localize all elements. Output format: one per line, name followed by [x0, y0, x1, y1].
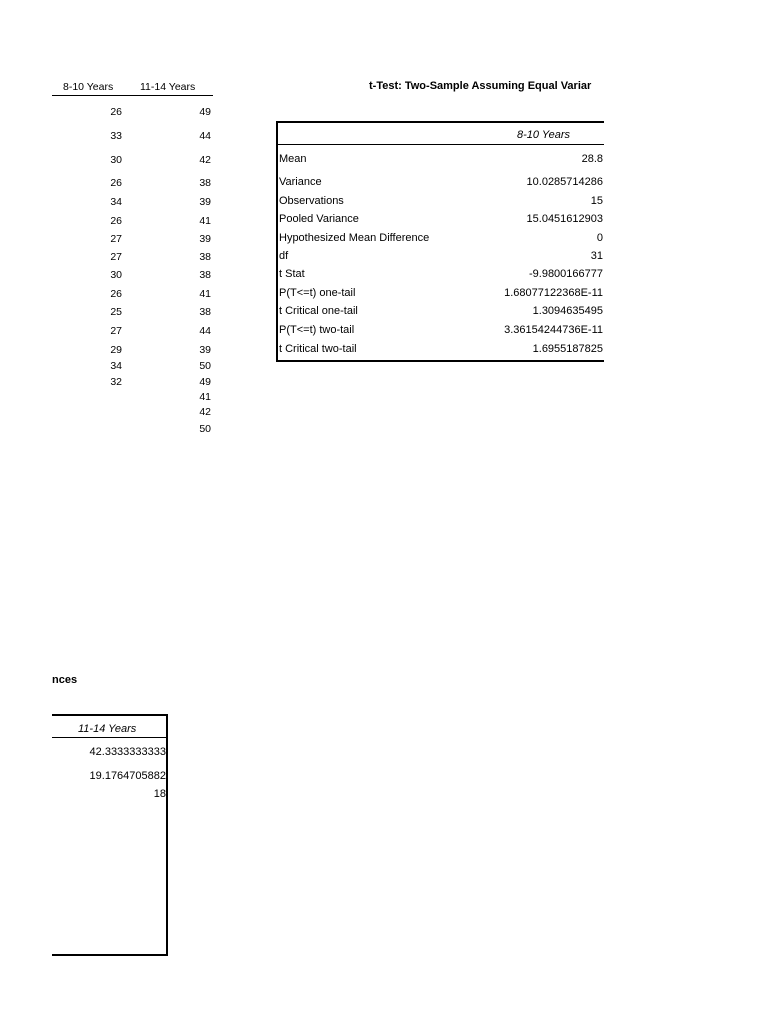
data-cell-8-10-years: 27 — [110, 251, 122, 263]
results-row-label: Observations — [279, 195, 344, 207]
results-row-value: 1.3094635495 — [532, 305, 603, 317]
results-row-label: t Critical one-tail — [279, 305, 358, 317]
left-edge-mask — [0, 660, 52, 970]
data-cell-11-14-years: 44 — [199, 130, 211, 142]
column-header-11-14-years: 11-14 Years — [140, 81, 196, 93]
data-cell-8-10-years: 26 — [110, 177, 122, 189]
data-cell-8-10-years: 26 — [110, 106, 122, 118]
lower-value-variance: 19.1764705882 — [89, 770, 166, 782]
data-cell-8-10-years: 29 — [110, 344, 122, 356]
data-cell-11-14-years: 50 — [199, 423, 211, 435]
data-cell-11-14-years: 42 — [199, 406, 211, 418]
data-cell-8-10-years: 34 — [110, 360, 122, 372]
data-cell-11-14-years: 49 — [199, 106, 211, 118]
results-row-label: P(T<=t) two-tail — [279, 324, 355, 336]
data-cell-11-14-years: 38 — [199, 269, 211, 281]
results-header-rule — [276, 144, 618, 145]
lower-value-mean: 42.3333333333 — [89, 746, 166, 758]
results-row-label: P(T<=t) one-tail — [279, 287, 356, 299]
data-cell-11-14-years: 49 — [199, 376, 211, 388]
results-row-value: 1.68077122368E-11 — [504, 287, 603, 299]
lower-header-rule — [48, 737, 166, 738]
data-cell-11-14-years: 41 — [199, 391, 211, 403]
results-row-value: -9.9800166777 — [528, 268, 603, 280]
data-column-headers — [52, 81, 213, 96]
results-row-value: 0 — [596, 232, 603, 244]
data-cell-8-10-years: 27 — [110, 325, 122, 337]
results-row-value: 28.8 — [581, 153, 603, 165]
data-cell-8-10-years: 34 — [110, 196, 122, 208]
data-cell-8-10-years: 25 — [110, 306, 122, 318]
data-cell-8-10-years: 33 — [110, 130, 122, 142]
data-cell-11-14-years: 41 — [199, 288, 211, 300]
lower-value-observations: 18 — [153, 788, 166, 800]
data-cell-8-10-years: 30 — [110, 269, 122, 281]
results-row-label: Hypothesized Mean Difference — [279, 232, 430, 244]
data-cell-11-14-years: 39 — [199, 233, 211, 245]
data-cell-11-14-years: 39 — [199, 344, 211, 356]
results-row-label: Variance — [279, 176, 322, 188]
results-row-value: 1.6955187825 — [532, 343, 603, 355]
results-row-value: 15.0451612903 — [526, 213, 603, 225]
right-edge-mask — [604, 110, 768, 370]
results-row-value: 31 — [590, 250, 603, 262]
lower-column-header: 11-14 Years — [78, 723, 137, 735]
data-cell-11-14-years: 41 — [199, 215, 211, 227]
data-cell-8-10-years: 26 — [110, 288, 122, 300]
results-row-value: 15 — [590, 195, 603, 207]
data-cell-11-14-years: 38 — [199, 251, 211, 263]
results-row-label: t Stat — [279, 268, 305, 280]
data-cell-8-10-years: 32 — [110, 376, 122, 388]
data-cell-11-14-years: 50 — [199, 360, 211, 372]
results-row-value: 3.36154244736E-11 — [504, 324, 603, 336]
data-cell-11-14-years: 42 — [199, 154, 211, 166]
results-row-label: df — [279, 250, 289, 262]
lower-title-fragment: nces — [52, 674, 78, 686]
results-row-label: t Critical two-tail — [279, 343, 357, 355]
results-row-label: Mean — [279, 153, 307, 165]
data-cell-11-14-years: 39 — [199, 196, 211, 208]
results-row-value: 10.0285714286 — [526, 176, 603, 188]
results-title: t-Test: Two-Sample Assuming Equal Variar — [369, 80, 592, 92]
data-cell-8-10-years: 27 — [110, 233, 122, 245]
data-cell-11-14-years: 44 — [199, 325, 211, 337]
results-column-header: 8-10 Years — [517, 129, 571, 141]
data-cell-8-10-years: 30 — [110, 154, 122, 166]
column-header-8-10-years: 8-10 Years — [63, 81, 114, 93]
data-cell-11-14-years: 38 — [199, 177, 211, 189]
results-row-label: Pooled Variance — [279, 213, 359, 225]
data-cell-11-14-years: 38 — [199, 306, 211, 318]
data-cell-8-10-years: 26 — [110, 215, 122, 227]
